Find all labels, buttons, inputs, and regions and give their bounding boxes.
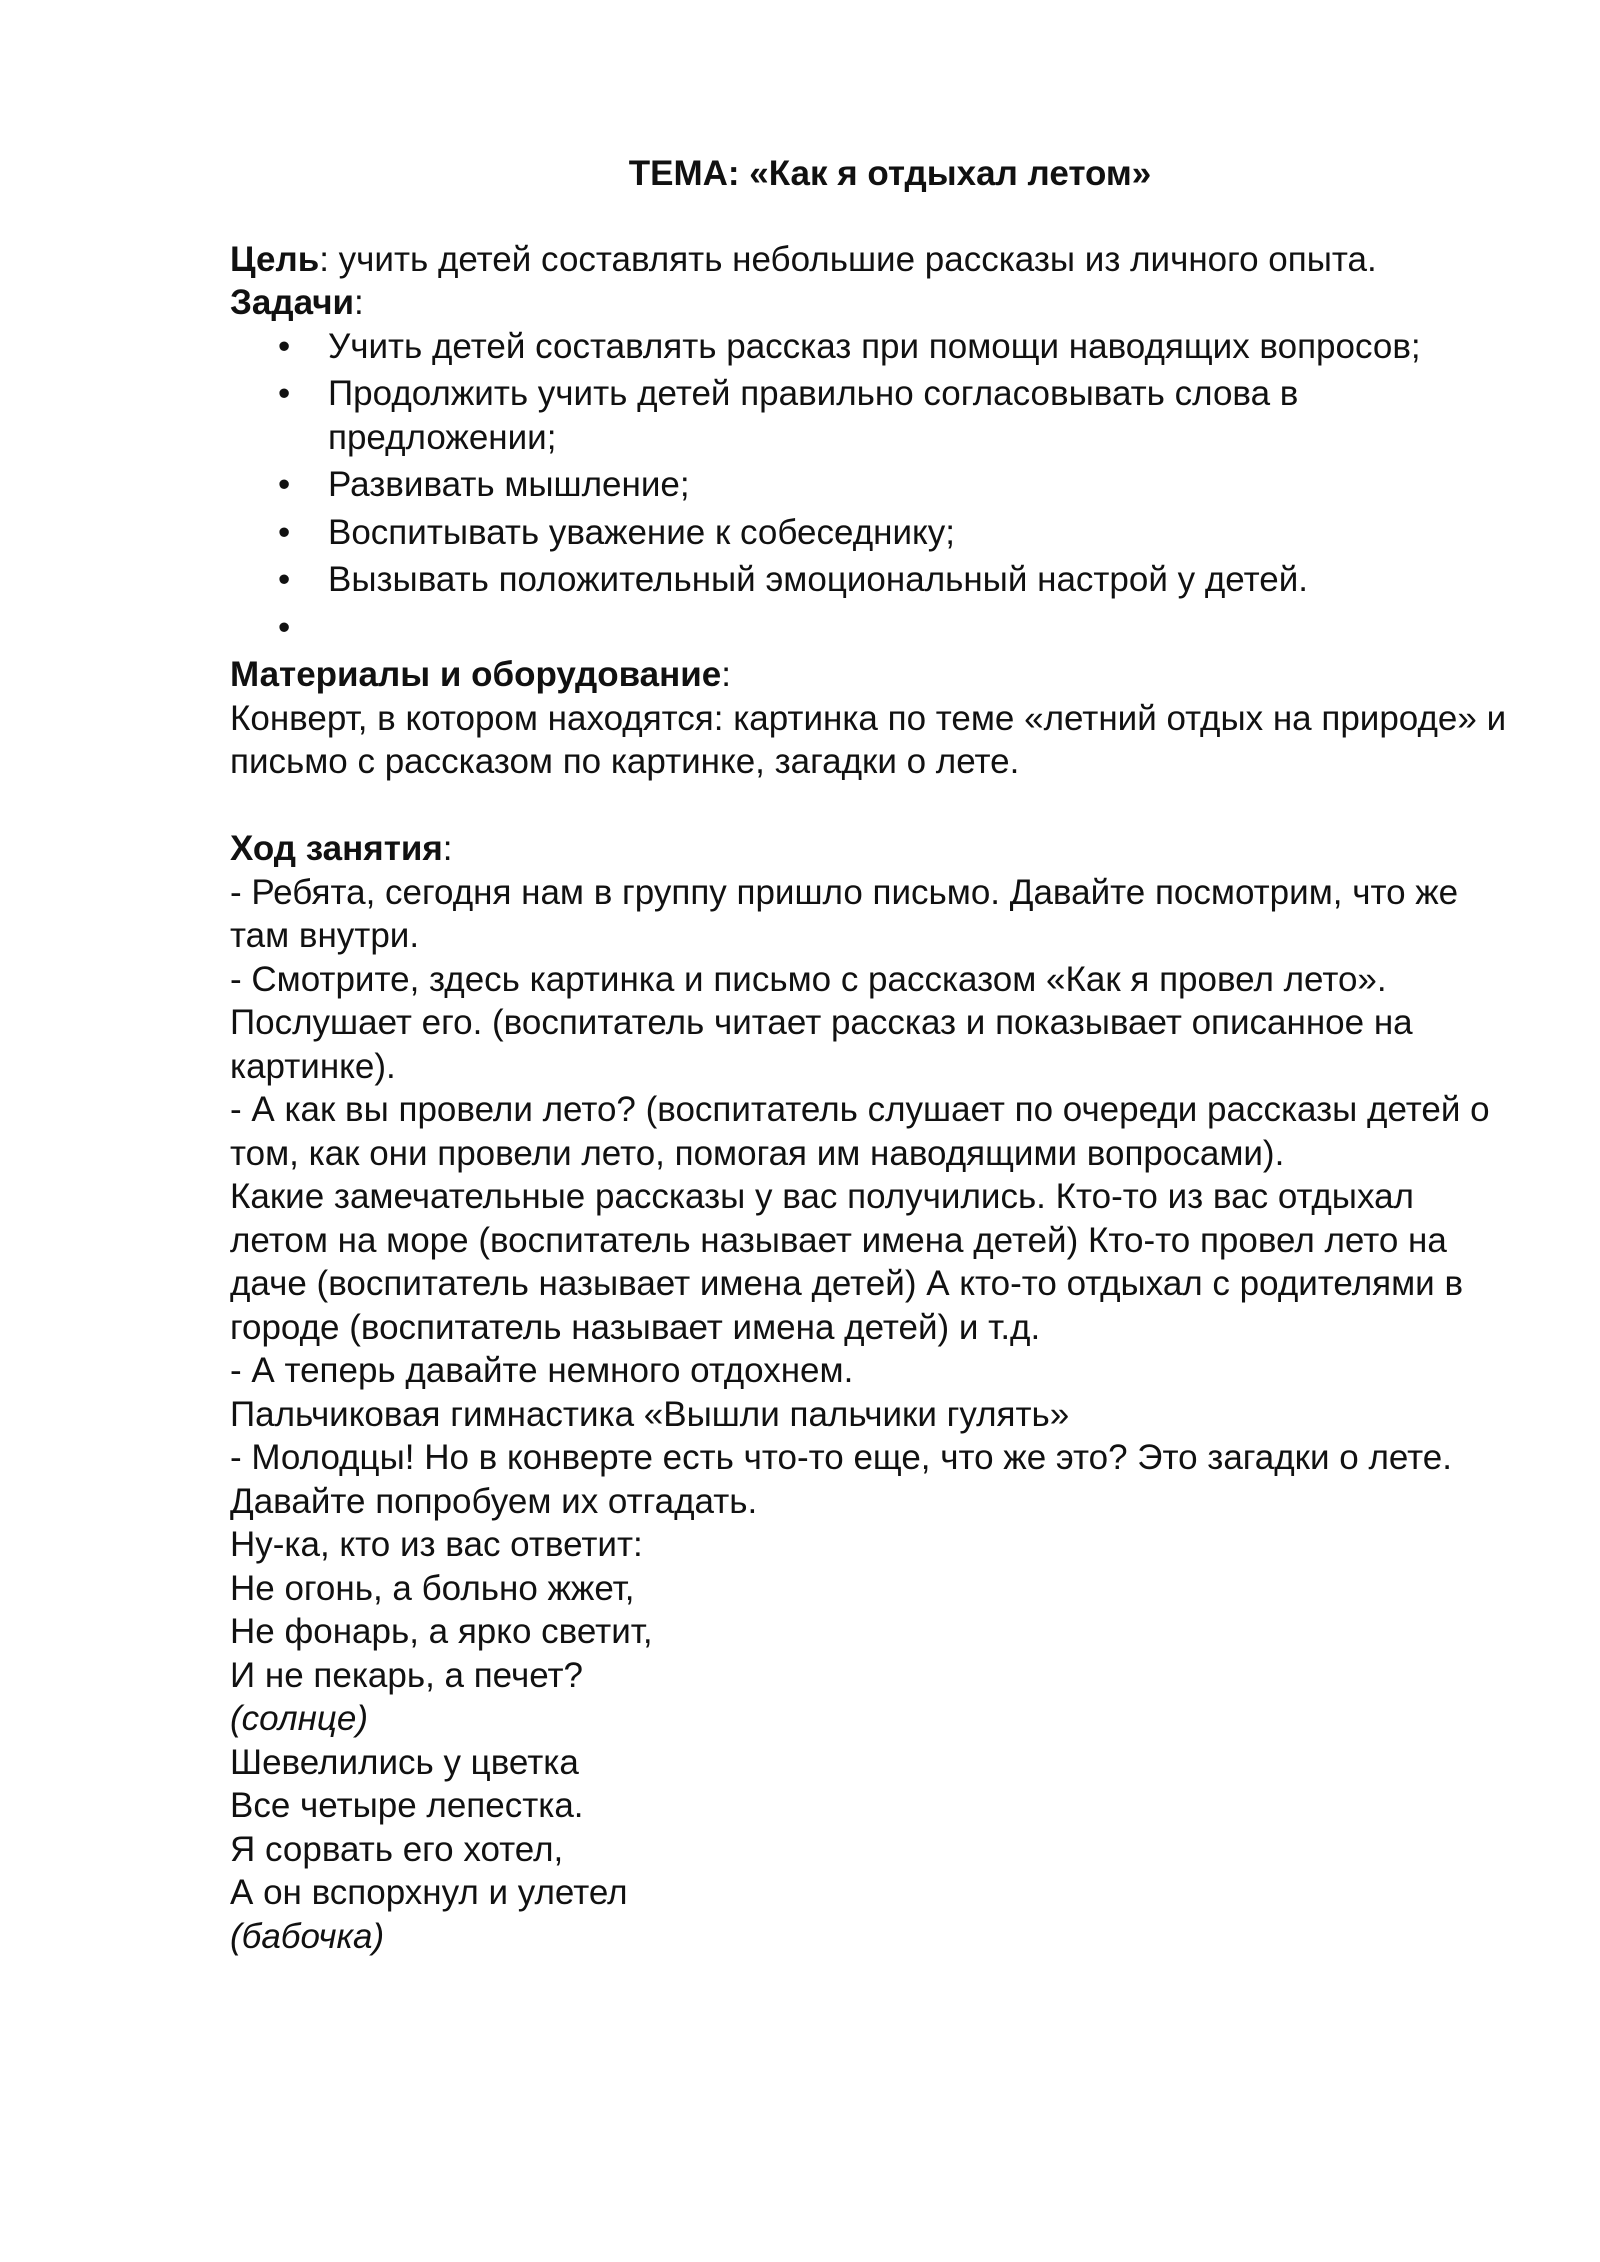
goal-paragraph: [230, 238, 1510, 282]
riddle-line: Шевелились у цветка: [230, 1742, 579, 1782]
tasks-label: Задачи: [230, 283, 355, 322]
paragraph-gap: [230, 784, 1510, 828]
task-item: • Развивать мышление;: [230, 463, 1510, 507]
riddle-answer: (солнце): [230, 1699, 368, 1738]
tasks-heading: [230, 281, 1510, 325]
tasks-suffix: :: [354, 283, 364, 322]
lesson-heading: [230, 827, 1510, 871]
task-item: • Учить детей составлять рассказ при помощи наводящих вопросов;: [230, 325, 1510, 369]
document-content: [230, 152, 1510, 1958]
lesson-line: Пальчиковая гимнастика «Вышли пальчики гулять»: [230, 1394, 1070, 1434]
tasks-list: [230, 325, 1510, 650]
riddle-line: Не огонь, а больно жжет,: [230, 1568, 635, 1608]
materials-suffix: :: [721, 655, 731, 694]
riddle-line: Все четыре лепестка.: [230, 1786, 584, 1825]
task-item: • Продолжить учить детей правильно согласовывать слова в предложении;: [230, 372, 1510, 459]
lesson-line: - А как вы провели лето? (воспитатель слушает по очереди рассказы детей о том, как они провели лето, помогая им наводящими вопросами).: [230, 1090, 1490, 1173]
materials-text: Конверт, в котором находятся: картинка по теме «летний отдых на природе» и письмо с рассказом по картинке, загадки о лете.: [230, 698, 1507, 781]
lesson-line: - Ребята, сегодня нам в группу пришло письмо. Давайте посмотрим, что же там внутри.: [230, 872, 1459, 955]
riddle-line: Я сорвать его хотел,: [230, 1829, 564, 1869]
goal-label: Цель: [230, 239, 320, 279]
lesson-line: - Молодцы! Но в конверте есть что-то еще, что же это? Это загадки о лете. Давайте попробуем их отгадать.: [230, 1438, 1452, 1521]
goal-text: : учить детей составлять небольшие рассказы из личного опыта.: [319, 239, 1377, 279]
lesson-line: - А теперь давайте немного отдохнем.: [230, 1351, 854, 1390]
materials-heading: [230, 653, 1510, 697]
riddle-line: А он вспорхнул и улетел: [230, 1873, 628, 1912]
lesson-line: - Смотрите, здесь картинка и письмо с рассказом «Как я провел лето». Послушает его. (воспитатель читает рассказ и показывает описанное на картинке).: [230, 959, 1413, 1086]
materials-label: Материалы и оборудование: [230, 655, 722, 694]
riddle-line: Не фонарь, а ярко светит,: [230, 1612, 653, 1651]
task-item: • Воспитывать уважение к собеседнику;: [230, 511, 1510, 555]
task-item: • Вызывать положительный эмоциональный настрой у детей.: [230, 558, 1510, 602]
riddle-answer: (бабочка): [230, 1916, 385, 1956]
riddle-intro: Ну-ка, кто из вас ответит:: [230, 1525, 643, 1564]
lesson-label: Ход занятия: [230, 829, 443, 868]
lesson-suffix: :: [442, 829, 453, 868]
lesson-line: Какие замечательные рассказы у вас получились. Кто-то из вас отдыхал летом на море (воспитатель называет имена детей) Кто-то провел лето на даче (воспитатель называет имена детей) А кто-то отдыхал с родителями в городе (воспитатель называет имена детей) и т.д.: [230, 1177, 1464, 1347]
task-item-empty: [230, 606, 1510, 650]
riddle-line: И не пекарь, а печет?: [230, 1655, 583, 1695]
document-title: ТЕМА: «Как я отдыхал летом»: [628, 154, 1152, 193]
